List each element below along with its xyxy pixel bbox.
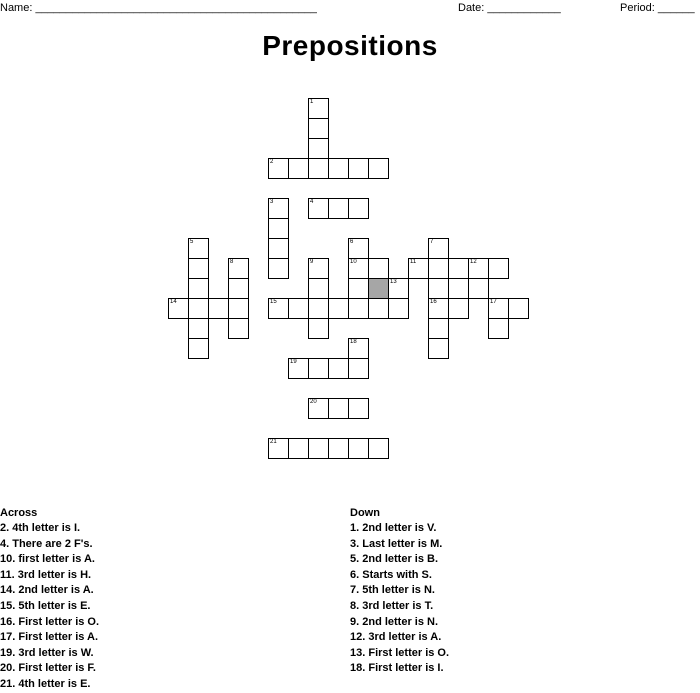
- grid-cell[interactable]: [368, 438, 389, 459]
- across-clue: 21. 4th letter is E.: [0, 678, 91, 690]
- grid-cell[interactable]: [448, 298, 469, 319]
- down-clue: 12. 3rd letter is A.: [350, 631, 442, 644]
- grid-cell[interactable]: [328, 398, 349, 419]
- clue-number: 11: [410, 259, 417, 265]
- down-clue: 13. First letter is O.: [350, 646, 450, 659]
- clue-number: 2: [270, 159, 274, 165]
- grid-cell[interactable]: [308, 438, 329, 459]
- grid-cell[interactable]: [308, 258, 329, 279]
- across-heading: Across: [0, 507, 38, 519]
- grid-cell[interactable]: [348, 278, 369, 299]
- across-clue: 11. 3rd letter is H.: [0, 568, 92, 581]
- clue-number: 12: [470, 259, 477, 265]
- grid-cell[interactable]: [328, 358, 349, 379]
- grid-cell[interactable]: [348, 198, 369, 219]
- grid-cell[interactable]: [348, 398, 369, 419]
- clue-number: 9: [310, 259, 314, 265]
- down-clue: 6. Starts with S.: [350, 568, 432, 581]
- grid-cell[interactable]: [508, 298, 529, 319]
- down-clue: 1. 2nd letter is V.: [350, 522, 437, 534]
- grid-cell[interactable]: [428, 318, 449, 339]
- grid-cell[interactable]: [348, 238, 369, 259]
- grid-cell[interactable]: [308, 198, 329, 219]
- across-clue: 14. 2nd letter is A.: [0, 584, 94, 597]
- across-clue: 15. 5th letter is E.: [0, 600, 91, 612]
- grid-cell[interactable]: [288, 298, 309, 319]
- clue-number: 1: [310, 99, 314, 105]
- grid-cell[interactable]: [308, 158, 329, 179]
- name-field[interactable]: Name: ______________________________________________: [0, 2, 317, 14]
- shaded-cell: [368, 278, 389, 299]
- grid-cell[interactable]: [288, 158, 309, 179]
- grid-cell[interactable]: [348, 438, 369, 459]
- grid-cell[interactable]: [268, 258, 289, 279]
- grid-cell[interactable]: [288, 358, 309, 379]
- grid-cell[interactable]: [208, 298, 229, 319]
- grid-cell[interactable]: [308, 118, 329, 139]
- clue-number: 6: [350, 239, 354, 245]
- grid-cell[interactable]: [328, 198, 349, 219]
- clue-number: 13: [390, 279, 397, 285]
- clue-number: 19: [290, 359, 297, 365]
- grid-cell[interactable]: [188, 278, 209, 299]
- grid-cell[interactable]: [468, 278, 489, 299]
- grid-cell[interactable]: [428, 278, 449, 299]
- down-clue: 8. 3rd letter is T.: [350, 600, 434, 612]
- grid-cell[interactable]: [188, 298, 209, 319]
- down-clue: 7. 5th letter is N.: [350, 584, 435, 597]
- grid-cell[interactable]: [448, 258, 469, 279]
- clue-number: 5: [190, 239, 194, 245]
- grid-cell[interactable]: [188, 238, 209, 259]
- grid-cell[interactable]: [488, 298, 509, 319]
- clue-number: 3: [270, 199, 274, 205]
- grid-cell[interactable]: [428, 338, 449, 359]
- grid-cell[interactable]: [288, 438, 309, 459]
- grid-cell[interactable]: [488, 258, 509, 279]
- clue-number: 4: [310, 199, 314, 205]
- grid-cell[interactable]: [228, 318, 249, 339]
- across-clue: 4. There are 2 F's.: [0, 537, 93, 550]
- grid-cell[interactable]: [268, 298, 289, 319]
- clue-number: 17: [490, 299, 497, 305]
- grid-cell[interactable]: [408, 258, 429, 279]
- grid-cell[interactable]: [428, 298, 449, 319]
- grid-cell[interactable]: [368, 158, 389, 179]
- grid-cell[interactable]: [268, 238, 289, 259]
- date-field[interactable]: Date: ____________: [458, 2, 561, 14]
- grid-cell[interactable]: [328, 158, 349, 179]
- clue-number: 7: [430, 239, 434, 245]
- down-clue: 18. First letter is I.: [350, 662, 444, 675]
- grid-cell[interactable]: [308, 318, 329, 339]
- grid-cell[interactable]: [268, 198, 289, 219]
- grid-cell[interactable]: [308, 98, 329, 119]
- clue-number: 8: [230, 259, 234, 265]
- clue-number: 14: [170, 299, 177, 305]
- grid-cell[interactable]: [348, 158, 369, 179]
- grid-cell[interactable]: [368, 298, 389, 319]
- grid-cell[interactable]: [188, 338, 209, 359]
- grid-cell[interactable]: [188, 258, 209, 279]
- grid-cell[interactable]: [308, 278, 329, 299]
- grid-cell[interactable]: [368, 258, 389, 279]
- across-clue: 16. First letter is O.: [0, 615, 100, 628]
- grid-cell[interactable]: [168, 298, 189, 319]
- grid-cell[interactable]: [308, 138, 329, 159]
- grid-cell[interactable]: [348, 358, 369, 379]
- across-clue: 10. first letter is A.: [0, 553, 95, 566]
- grid-cell[interactable]: [348, 338, 369, 359]
- grid-cell[interactable]: [328, 438, 349, 459]
- grid-cell[interactable]: [468, 258, 489, 279]
- clue-number: 18: [350, 339, 357, 345]
- clue-number: 20: [310, 399, 317, 405]
- grid-cell[interactable]: [428, 258, 449, 279]
- clue-number: 21: [270, 439, 277, 445]
- down-heading: Down: [350, 507, 380, 519]
- grid-cell[interactable]: [328, 298, 349, 319]
- across-clue: 20. First letter is F.: [0, 662, 96, 675]
- clue-number: 10: [350, 259, 357, 265]
- grid-cell[interactable]: [488, 318, 509, 339]
- grid-cell[interactable]: [388, 278, 409, 299]
- across-clue: 17. First letter is A.: [0, 631, 99, 644]
- grid-cell[interactable]: [268, 218, 289, 239]
- grid-cell[interactable]: [268, 438, 289, 459]
- grid-cell[interactable]: [428, 238, 449, 259]
- grid-cell[interactable]: [388, 298, 409, 319]
- grid-cell[interactable]: [348, 258, 369, 279]
- down-clue: 9. 2nd letter is N.: [350, 615, 439, 628]
- grid-cell[interactable]: [228, 278, 249, 299]
- grid-cell[interactable]: [188, 318, 209, 339]
- grid-cell[interactable]: [228, 298, 249, 319]
- grid-cell[interactable]: [308, 358, 329, 379]
- grid-cell[interactable]: [228, 258, 249, 279]
- grid-cell[interactable]: [308, 398, 329, 419]
- grid-cell[interactable]: [268, 158, 289, 179]
- grid-cell[interactable]: [308, 298, 329, 319]
- clue-number: 15: [270, 299, 277, 305]
- across-clue: 19. 3rd letter is W.: [0, 646, 94, 659]
- across-clue: 2. 4th letter is I.: [0, 522, 81, 534]
- clue-number: 16: [430, 299, 437, 305]
- down-clue: 3. Last letter is M.: [350, 537, 443, 550]
- puzzle-title: Prepositions: [262, 30, 438, 61]
- grid-cell[interactable]: [348, 298, 369, 319]
- down-clue: 5. 2nd letter is B.: [350, 553, 439, 566]
- period-field[interactable]: Period: ______: [620, 2, 695, 14]
